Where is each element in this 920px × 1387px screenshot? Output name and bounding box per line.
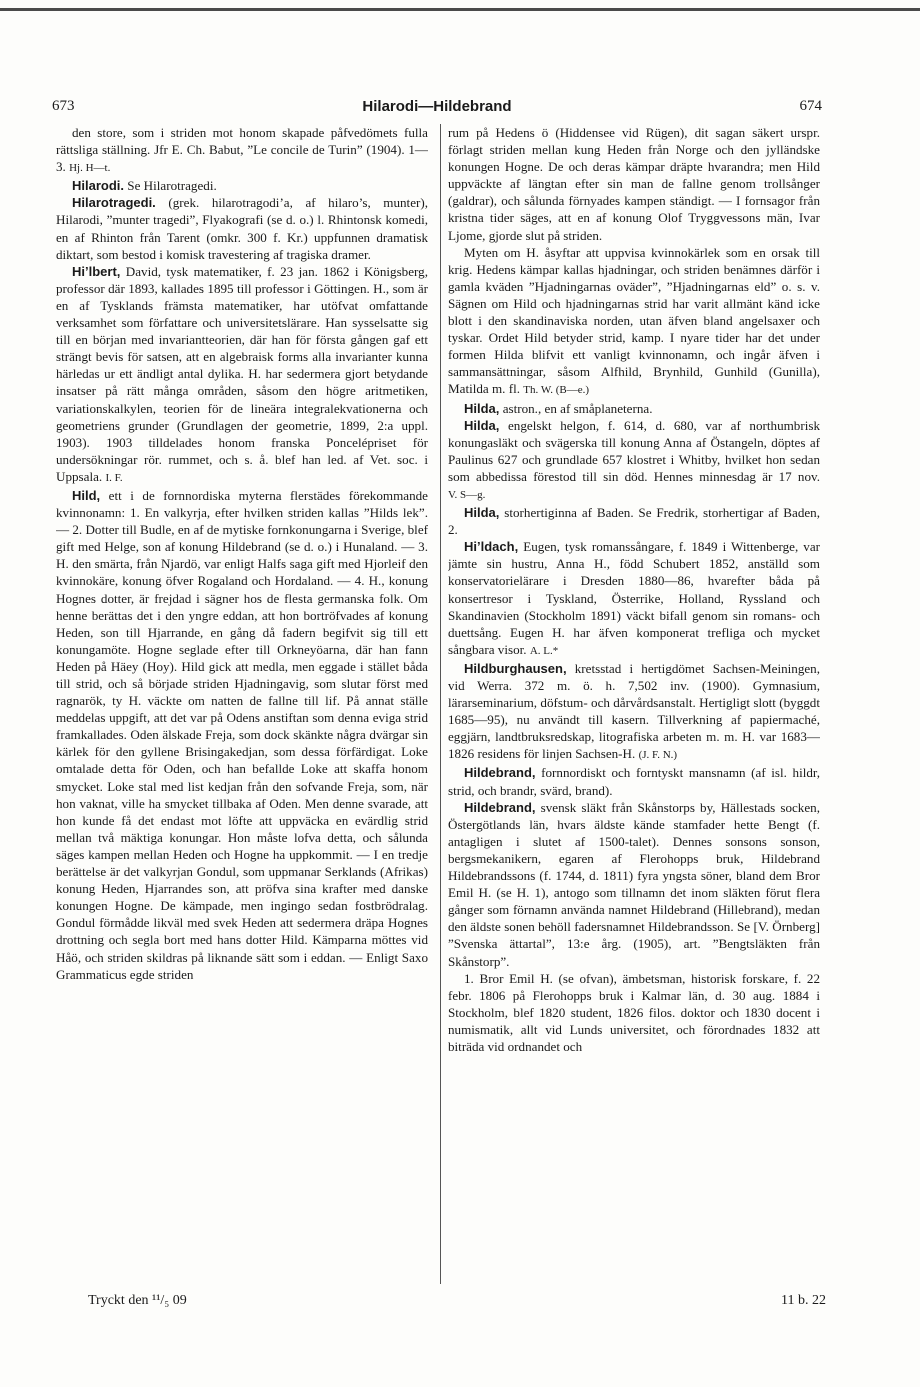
entry-paragraph (448, 400, 820, 417)
entry-text: engelskt helgon, f. 614, d. 680, var af northumbrisk konungasläkt och svägerska till konung Anna af Östangeln, döptes af Paulinus 627 och grundlade 657 klostret i Whitby, hvilket hon sedan som abbedissa förestod till sin död. Hennes minnesdag är 17 nov. (448, 417, 820, 484)
page-title: Hilarodi—Hildebrand (362, 98, 512, 115)
entry-paragraph (448, 538, 820, 660)
entry-paragraph (448, 124, 820, 244)
entry-text: astron., en af småplaneterna. (502, 400, 653, 416)
entry-paragraph (448, 799, 820, 970)
entry-text: Se Hilarotragedi. (127, 178, 217, 194)
entry-headword: Hildebrand, (464, 799, 536, 815)
entry-headword: Hi’lbert, (72, 263, 121, 279)
entry-text: (grek. hilarotragodi’a, af hilaro’s, munter), Hilarodi, ”munter tragedi”, Flyakografi (se d. o.) l. Rhintonsk komedi, en af Rhinton från Tarent (omkr. 300 f. Kr.) uppfunnen dramatisk diktart, som bestod i komisk travestering af tragiska dramer. (56, 195, 428, 262)
page-footer (56, 1293, 826, 1313)
entry-text: rum på Hedens ö (Hiddensee vid Rügen), dit sagan säkert urspr. förlagt striden mellan kung Heden från Norge och den jylländske konungen Hogne. De och deras kämpar dräpte hvarandra; men Hild uppväckte af längtan efter sin man de fallne genom trollsånger (galdrar), och sålunda förnyades kampen ständigt. — I fornsagor från kristna tider säges, att en af konung Olof Tryggvessons män, Ivar Ljome, gjorde slut på striden. (448, 125, 820, 243)
entry-paragraph (448, 504, 820, 538)
right-column (448, 124, 820, 1284)
top-scan-rule (0, 8, 920, 11)
entry-text: fornnordiskt och forntyskt mansnamn (af isl. hildr, strid, och brandr, svärd, brand). (448, 765, 820, 798)
entry-paragraph (56, 177, 428, 194)
entry-paragraph (56, 487, 428, 983)
entry-text: 1. Bror Emil H. (se ofvan), ämbetsman, historisk forskare, f. 22 febr. 1806 på Flerohopps bruk i Kalmar län, d. 30 aug. 1884 i Stockholm, blef 1820 student, 1826 filos. doktor och 1830 docent i numismatik, allt vid Lunds universitet, och förordnades 1832 att biträda vid ordnandet och (448, 970, 820, 1054)
left-column (56, 124, 428, 1284)
sheet-signature: 11 b. 22 (781, 1293, 826, 1308)
entry-text: Myten om H. åsyftar att uppvisa kvinnokärlek som en orsak till krig. Hedens kämpar kallas hjadningar, och striden benämnes därför i gamla kväden ”Hjadningarnas oväder”, ”Hjadningarnas eld” o. s. v. Sägnen om Hild och hjadningarnas strid har varit allmänt känd icke blott i den skandinaviska norden, utan äfven bland angelsaxer och tyskar. Ordet Hild betyder strid, kamp. I nyare tider har det under formen Hilda blifvit ett vanligt kvinnonamn, och ingår äfven i sammansättningar, såsom Alfhild, Brynhild, Gunhild (Gunilla), Matilda m. fl. (448, 244, 820, 397)
entry-text: kretsstad i hertigdömet Sachsen-Meiningen, vid Werra. 372 m. ö. h. 7,502 inv. (1900). Gymnasium, lärarseminarium, döfstum- och dårvårdsanstalt. Hertigligt slott (byggdt 1685—95), nu användt till kasern. Tillverkning af papiermaché, eggjärn, landtbruksredskap, litografiska arbeten m. m. H. var 1683—1826 residens för linjen Sachsen-H. (448, 660, 820, 762)
entry-headword: Hilda, (464, 400, 500, 416)
entry-paragraph (56, 263, 428, 487)
entry-text: Eugen, tysk romanssångare, f. 1849 i Wittenberge, var jämte sin hustru, Anna H., född Schubert 1852, anställd som konservatorielärare i Dresden 1880—86, hvarefter båda på konsertresor i Tyskland, Österrike, Holland, Ryssland och Skandinavien (Stockholm 1891) väckt bifall genom sin romans- och duettsång. Eugen H. har äfven komponerat trefliga och mycket sångbara visor. (448, 539, 820, 657)
print-date: Tryckt den ¹¹/₅ 09 (88, 1293, 187, 1308)
entry-text: David, tysk matematiker, f. 23 jan. 1862 i Königsberg, professor där 1893, kallades 1895 till professor i Göttingen. H., som är en af Tysklands främsta matematiker, har utöfvat omfattande verksamhet som författare och universitetslärare. Han sysselsatte sig till en början med invariantteorien, där han för första gången gaf ett strängt bevis för satsen, att en algebraisk forms alla invarianter kunna härledas ur ett ändligt antal dylika. H. har sedermera gjort betydande insatser på rätt många områden, såsom den högre aritmetiken, variationskalkylen, teorien för de lineära integralekvationerna och geometriens grunder (Grundlagen der geometrie, 1899, 2:a uppl. 1903). 1903 tilldelades honom franska Poncelépriset för undersökningar rör. rummet, och s. å. blef han led. af Vet. soc. i Uppsala. (56, 263, 428, 484)
entry-text: svensk släkt från Skånstorps by, Hällestads socken, Östergötlands län, hvars äldste kände stamfader hette Bengt (f. antagligen i slutet af 1500-talet). Dennes sonsons sonson, bergsmekanikern, egaren af Flerohopps bruk, Hildebrand Hildebrandssons (f. 1744, d. 1811) fyra yngsta söner, bland dem Bror Emil H. (se H. 1), antogo som tillnamn det inom släkten förut flera gånger som förnamn använda namnet Hildebrand (Hillebrand), medan den äldste sonen behöll fadersnamnet Hildebrandsson. Se [V. Örnberg] ”Svenska ättartal”, 13:e årg. (1905), art. ”Bengtsläkten från Skånstorp”. (448, 799, 820, 969)
author-signature: I. F. (105, 471, 123, 484)
entry-headword: Hilarodi. (72, 178, 125, 194)
author-signature: (J. F. N.) (638, 749, 678, 762)
entry-headword: Hi’ldach, (464, 539, 519, 555)
entry-headword: Hilda, (464, 505, 500, 521)
entry-headword: Hilarotragedi. (72, 195, 156, 211)
page-header (52, 98, 822, 120)
entry-headword: Hilda, (464, 417, 500, 433)
entry-text: den store, som i striden mot honom skapade påfvedömets fulla rättsliga ställning. Jfr E. Ch. Babut, ”Le concile de Turin” (1904). 1—3. (56, 125, 428, 175)
entry-text: storhertiginna af Baden. Se Fredrik, storhertigar af Baden, 2. (448, 505, 820, 538)
entry-paragraph (56, 124, 428, 177)
entry-paragraph (448, 417, 820, 504)
entry-headword: Hild, (72, 487, 101, 503)
page-number-right: 674 (799, 98, 822, 114)
entry-paragraph (56, 194, 428, 262)
entry-headword: Hildburghausen, (464, 660, 567, 676)
page-number-left: 673 (52, 98, 75, 114)
author-signature: Th. W. (B—e.) (523, 384, 589, 397)
entry-paragraph (448, 244, 820, 400)
author-signature: A. L.* (529, 644, 559, 657)
author-signature: Hj. H—t. (69, 162, 111, 175)
entry-text: ett i de fornnordiska myterna flerstädes förekommande kvinnonamn: 1. En valkyrja, efter hvilken striden kallas ”Hilds lek”. — 2. Dotter till Budle, en af de mytiske fornkonungarna i Sverige, blef gift med Helge, son af konung Hildebrand (se d. o.) i Hunaland. — 3. H. den smärta, från Njardö, var enligt Halfs saga gift med Hjorleif den kvinnokäre, konung öfver Rogaland och Hordaland. — 4. H., konung Hognes dotter, är frejdad i sägner hos de flesta germanska folk. Om henne berättas det i den yngre eddan, att hon bortröfvades af konung Heden, son till Hjarrande, en gång då fadern begifvit sig till ett konungamöte. Hogne seglade efter till Orkneyöarna, där han fann Heden på Häey (Hoy). Hild gick att medla, men eggade i stället båda till strid, och så började striden Hjadningavig, som slutar först med ragnarök, ty H. väckte om natten de fallne till lif. På annat ställe meddelas uppgift, att det var på Odens anstiftan som denna eviga strid framkallades. Oden älskade Freja, som dock skänkte några dvärgar sin kärlek för den gyllene Brisingakedjan, som dessa förfärdigat. Loke omtalade detta för Oden, och han befallde Loke att skaffa honom smycket. Loke stal med list kedjan från den sofvande Freja, som, när hon vaknat, ville ha smycket tillbaka af Oden. Men denne svarade, att hon kunde få det endast mot löfte att uppväcka en evärdlig strid mellan två mäktiga konungar. Hon måste lofva detta, och sålunda säges kampen mellan Heden och Hogne ha uppkommit. — I en tredje berättelse är det valkyrjan Gondul, som uppmanar Serklands (Afrikas) konung Heden, Hjarrandes son, att pröfva sina krafter med danske konungen Hogne. De kämpade, men ingingo sedan fostbrödralag. Gondul förmådde likväl med svek Heden att sedermera dräpa Hognes drottning och segla bort med hans dotter Hild. Kämparna möttes vid Håö, och striden skildras på liknande sätt som i eddan. — Enligt Saxo Grammaticus egde striden (56, 487, 428, 982)
entry-headword: Hildebrand, (464, 765, 536, 781)
entry-paragraph (448, 764, 820, 798)
entry-paragraph (448, 970, 820, 1055)
author-signature: V. S—g. (448, 488, 486, 501)
entry-paragraph (448, 660, 820, 765)
column-divider (440, 124, 441, 1284)
